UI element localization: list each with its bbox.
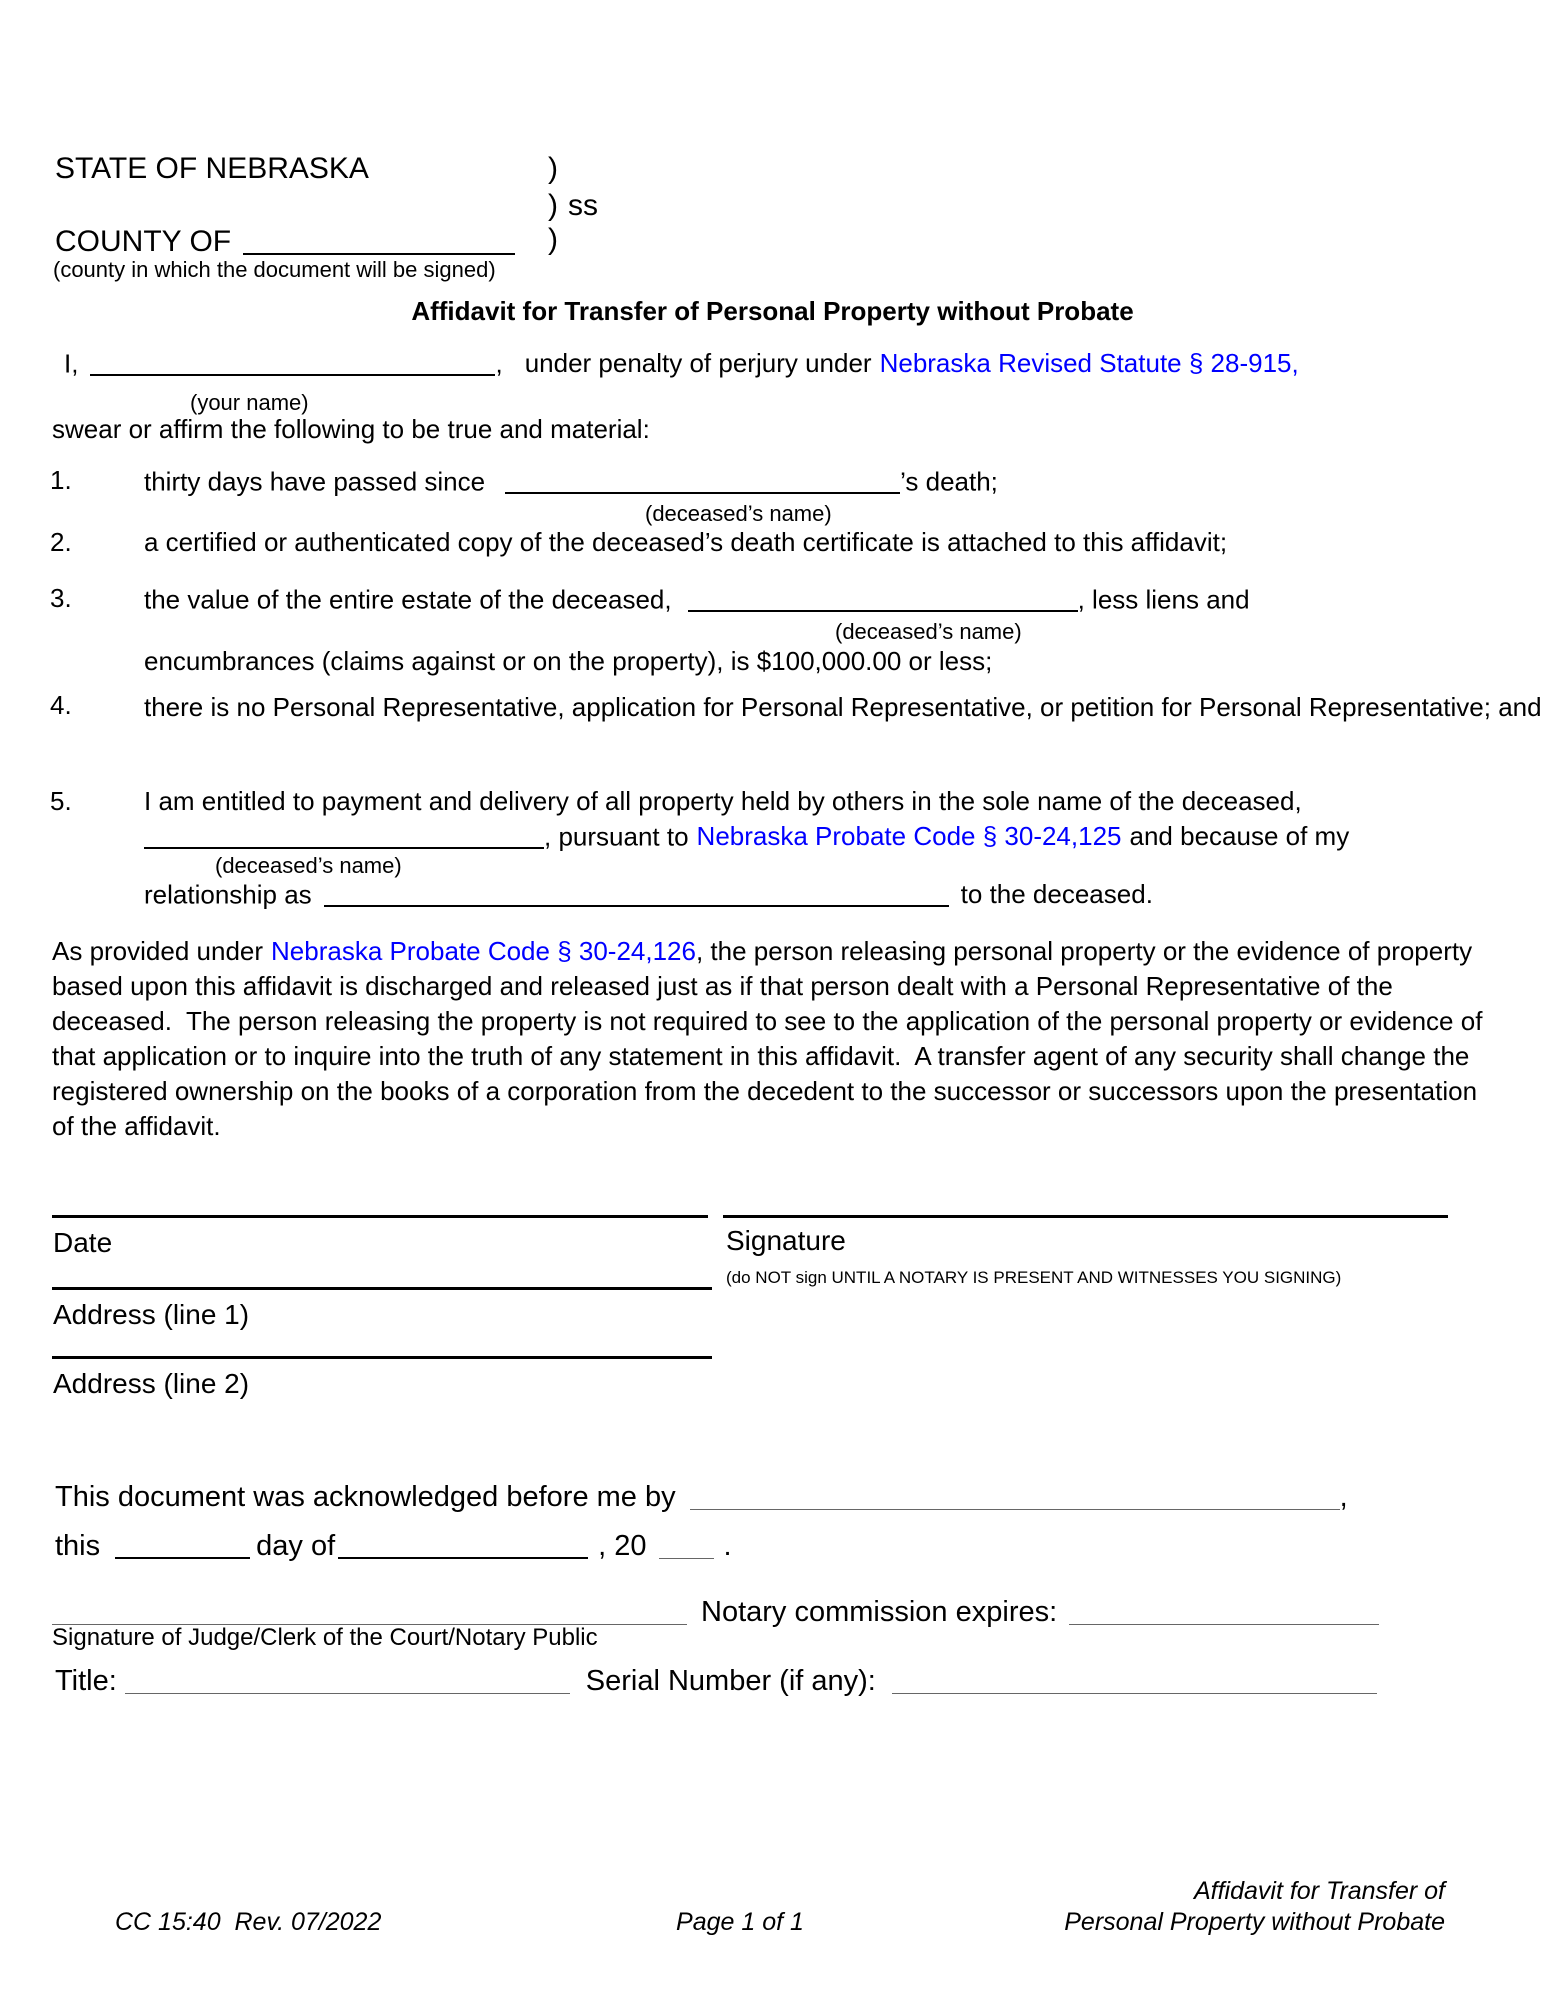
ss-label: ss: [568, 189, 598, 222]
deceased-name-note-1: (deceased’s name): [645, 501, 832, 526]
deceased-name-blank-3: [688, 587, 1078, 612]
item-5-line3: [144, 878, 1153, 911]
item-1-number: 1.: [50, 465, 72, 495]
judge-signature-blank: [52, 1598, 687, 1625]
item-1-text: thirty days have passed since: [144, 466, 486, 497]
item-5-number: 5.: [50, 786, 72, 816]
year-blank: [659, 1532, 714, 1559]
deceased-name-blank-1: [505, 469, 900, 494]
signature-label: Signature: [726, 1225, 846, 1256]
signature-rule: [723, 1215, 1448, 1218]
item-2-text: a certified or authenticated copy of the deceased’s death certificate is attached to this affidavit;: [144, 527, 1228, 557]
title-serial-line: [55, 1663, 1377, 1699]
county-label: COUNTY OF: [55, 225, 232, 258]
footer-page-number: Page 1 of 1: [676, 1908, 804, 1936]
item-3-text: the value of the entire estate of the deceased,: [144, 584, 672, 615]
serial-label: Serial Number (if any):: [585, 1665, 876, 1698]
address1-label: Address (line 1): [53, 1299, 250, 1330]
footer-form-number: CC 15:40 Rev. 07/2022: [115, 1908, 382, 1936]
item-5-line2: [144, 820, 1349, 853]
comma-20-label: , 20: [598, 1530, 647, 1563]
probate-code-link-30-24-125[interactable]: Nebraska Probate Code § 30-24,125: [696, 821, 1122, 852]
period-label: .: [723, 1530, 732, 1563]
footer-right-line2: Personal Property without Probate: [1064, 1908, 1445, 1936]
day-number-blank: [115, 1531, 250, 1559]
venue-paren-1: ): [548, 152, 558, 185]
item-3-post: , less liens and: [1077, 584, 1250, 615]
acknowledgment-comma: ,: [1339, 1481, 1348, 1514]
footer-right-line1: Affidavit for Transfer of: [1193, 1877, 1445, 1905]
commission-expires-label: Notary commission expires:: [701, 1596, 1058, 1629]
title-blank: [125, 1667, 570, 1694]
relationship-blank: [324, 882, 949, 907]
paragraph-pre: As provided under: [52, 936, 264, 966]
month-blank: [338, 1531, 588, 1559]
serial-blank: [892, 1667, 1377, 1694]
item-5-pursuant: , pursuant to: [544, 821, 689, 852]
intro-comma: ,: [495, 348, 503, 379]
deceased-name-note-3: (deceased’s name): [835, 619, 1022, 644]
acknowledgment-line: [55, 1479, 1348, 1515]
venue-paren-2: ): [548, 189, 558, 222]
acknowledgment-text: This document was acknowledged before me by: [55, 1481, 676, 1514]
address1-rule: [52, 1287, 712, 1290]
this-label: this: [55, 1530, 101, 1563]
form-title: Affidavit for Transfer of Personal Property without Probate: [411, 296, 1134, 326]
address2-rule: [52, 1356, 712, 1359]
judge-signature-caption: Signature of Judge/Clerk of the Court/Notary Public: [52, 1624, 598, 1651]
commission-expires-blank: [1069, 1598, 1379, 1625]
venue-paren-3: ): [548, 223, 558, 256]
signature-note: (do NOT sign UNTIL A NOTARY IS PRESENT AND WITNESSES YOU SIGNING): [726, 1268, 1342, 1287]
your-name-note: (your name): [190, 390, 309, 415]
item-3-line: [144, 583, 1250, 616]
address2-label: Address (line 2): [53, 1368, 250, 1399]
county-blank: [243, 226, 515, 255]
item-1-line: [144, 465, 998, 498]
item-4-number: 4.: [50, 690, 72, 720]
deceased-name-blank-5: [144, 824, 544, 849]
intro-under-penalty: under penalty of perjury under: [524, 348, 872, 379]
title-label: Title:: [55, 1665, 117, 1698]
item-5-line1: I am entitled to payment and delivery of all property held by others in the sole name of the deceased,: [144, 786, 1302, 816]
county-line: [55, 222, 515, 261]
intro-line: [64, 347, 1299, 380]
paragraph-post: , the person releasing personal property or the evidence of property based upon this affidavit is discharged and released just as if that person dealt with a Personal Representative of the deceased. The person releasing the property is not required to see to the application of the personal property or evidence of that application or to inquire into the truth of any statement in this affidavit. A transfer agent of any security shall change the registered ownership on the books of a corporation from the decedent to the successor or successors upon the presentation of the affidavit.: [52, 936, 1483, 1141]
item-5-after-link: and because of my: [1129, 821, 1350, 852]
discharge-paragraph: [52, 934, 1497, 1144]
ss-line: [548, 188, 598, 225]
statute-link-28-915[interactable]: Nebraska Revised Statute § 28-915: [879, 348, 1292, 379]
relationship-label: relationship as: [144, 879, 312, 910]
deceased-name-note-5: (deceased’s name): [215, 853, 402, 878]
swear-line: swear or affirm the following to be true and material:: [52, 414, 650, 444]
county-note: (county in which the document will be signed): [53, 257, 496, 282]
day-of-label: day of: [256, 1530, 336, 1563]
intro-i: I,: [64, 348, 79, 379]
this-day-line: [55, 1527, 732, 1564]
item-1-post: ’s death;: [900, 466, 998, 497]
item-4-text: there is no Personal Representative, application for Personal Representative, or petition for Personal Representative; and: [144, 692, 1542, 722]
date-rule: [52, 1215, 708, 1218]
statute-link-comma: ,: [1291, 348, 1299, 379]
probate-code-link-30-24-126[interactable]: Nebraska Probate Code § 30-24,126: [271, 936, 696, 966]
relationship-end: to the deceased.: [960, 879, 1153, 910]
your-name-blank: [90, 351, 495, 376]
date-label: Date: [53, 1227, 113, 1258]
acknowledged-by-blank: [690, 1483, 1340, 1510]
item-2-number: 2.: [50, 527, 72, 557]
item-3-number: 3.: [50, 583, 72, 613]
state-line: STATE OF NEBRASKA: [55, 152, 369, 185]
item-3-continuation: encumbrances (claims against or on the property), is $100,000.00 or less;: [144, 646, 993, 676]
